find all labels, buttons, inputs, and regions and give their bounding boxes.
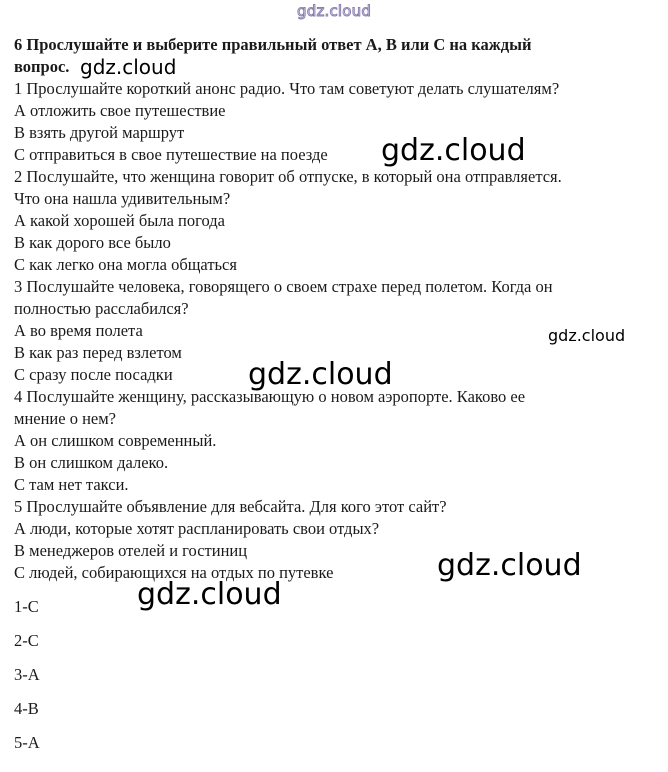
option-3b: В как раз перед взлетом [14, 343, 182, 362]
option-2c: С как легко она могла общаться [14, 255, 237, 274]
question-1: 1 Прослушайте короткий анонс радио. Что там советуют делать слушателям? [14, 79, 560, 98]
question-5: 5 Прослушайте объявление для вебсайта. Для кого этот сайт? [14, 497, 447, 516]
option-2b: В как дорого все было [14, 233, 171, 252]
question-3-line1: 3 Послушайте человека, говорящего о своем страхе перед полетом. Когда он [14, 277, 553, 296]
answer-1: 1-С [14, 597, 39, 616]
option-5a: А люди, которые хотят распланировать свои отдых? [14, 519, 380, 538]
option-5c: С людей, собирающихся на отдых по путевке [14, 563, 334, 582]
option-1b: В взять другой маршрут [14, 123, 185, 142]
option-2a: А какой хорошей была погода [14, 211, 225, 230]
question-4-line1: 4 Послушайте женщину, рассказывающую о новом аэропорте. Каково ее [14, 387, 526, 406]
task-heading-line2: вопрос. [14, 57, 70, 76]
watermark-top: gdz.cloud [297, 2, 372, 20]
option-4c: С там нет такси. [14, 475, 129, 494]
watermark-2: gdz.cloud [381, 133, 526, 168]
option-5b: В менеджеров отелей и гостиниц [14, 541, 248, 560]
task-heading-line1: 6 Прослушайте и выберите правильный ответ А, В или С на каждый [14, 35, 532, 54]
answer-3: 3-А [14, 665, 40, 684]
watermark-3: gdz.cloud [548, 326, 626, 345]
question-3-line2: полностью расслабился? [14, 299, 189, 318]
watermark-1: gdz.cloud [80, 55, 177, 79]
question-4-line2: мнение о нем? [14, 409, 116, 428]
answer-4: 4-В [14, 699, 39, 718]
option-3c: С сразу после посадки [14, 365, 173, 384]
answer-2: 2-С [14, 631, 39, 650]
question-2-line1: 2 Послушайте, что женщина говорит об отпуске, в который она отправляется. [14, 167, 562, 186]
option-1a: А отложить свое путешествие [14, 101, 226, 120]
watermark-5: gdz.cloud [437, 548, 582, 583]
watermark-6: gdz.cloud [137, 577, 282, 612]
option-1c: С отправиться в свое путешествие на поезде [14, 145, 328, 164]
answer-5: 5-А [14, 733, 40, 752]
option-4a: А он слишком современный. [14, 431, 217, 450]
option-3a: А во время полета [14, 321, 143, 340]
watermark-4: gdz.cloud [248, 357, 393, 392]
option-4b: В он слишком далеко. [14, 453, 169, 472]
question-2-line2: Что она нашла удивительным? [14, 189, 231, 208]
